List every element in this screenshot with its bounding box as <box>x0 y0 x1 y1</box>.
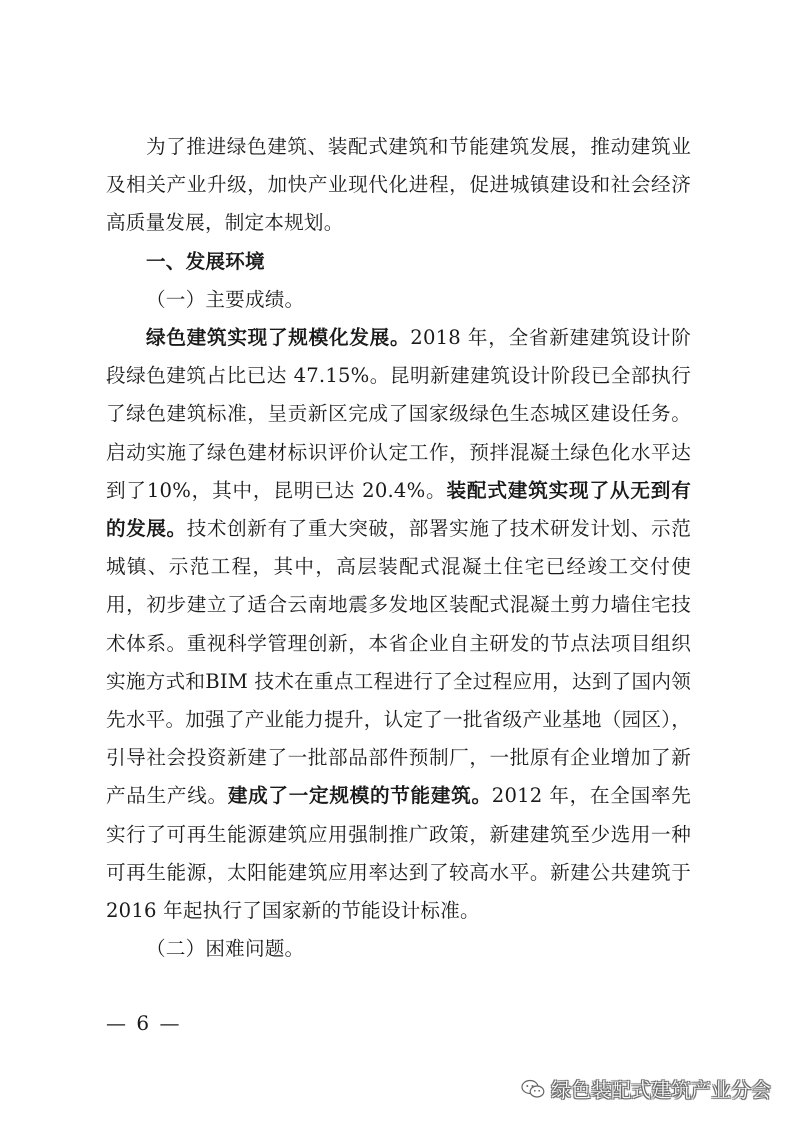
wechat-icon <box>521 1079 545 1099</box>
watermark-text: 绿色装配式建筑产业分会 <box>551 1078 771 1102</box>
watermark <box>521 1074 771 1103</box>
page-number: — 6 — <box>106 1011 182 1035</box>
energy-building-text: 2012 年，在全国率先实行了可再生能源建筑应用强制推广政策，新建建筑至少选用一种可再生能源，太阳能建筑应用率达到了较高水平。新建公共建筑于 2016 年起执行了国家新的节能设计标准。 <box>106 784 691 923</box>
green-building-lead: 绿色建筑实现了规模化发展。 <box>146 326 411 350</box>
achievements-paragraph <box>106 319 691 930</box>
green-building-text: 2018 年，全省新建建筑设计阶段绿色建筑占比已达 47.15%。昆明新建建筑设计阶段已全部执行了绿色建筑标准，呈贡新区完成了国家级绿色生态城区建设任务。启动实施了绿色建材标识评价认定工作，预拌混凝土绿色化水平达到了10%，其中，昆明已达 20.4%。 <box>106 326 691 502</box>
subsection-heading-2: （二）困难问题。 <box>146 937 305 961</box>
prefab-building-lead: 装配式建筑实现了从无到有的发展。 <box>106 478 691 541</box>
prefab-building-text: 技术创新有了重大突破，部署实施了技术研发计划、示范城镇、示范工程，其中，高层装配式混凝土住宅已经竣工交付使用，初步建立了适合云南地震多发地区装配式混凝土剪力墙住宅技术体系。重视科学管理创新，本省企业自主研发的节点法项目组织实施方式和BIM 技术在重点工程进行了全过程应用，达到了国内领先水平。加强了产业能力提升，认定了一批省级产业基地（园区），引导社会投资新建了一批部品部件预制厂，一批原有企业增加了新产品生产线。 <box>106 517 691 808</box>
document-body <box>106 128 691 968</box>
energy-building-lead: 建成了一定规模的节能建筑。 <box>227 784 492 808</box>
section-heading: 一、发展环境 <box>146 249 265 273</box>
subsection-heading: （一）主要成绩。 <box>146 287 305 311</box>
intro-paragraph: 为了推进绿色建筑、装配式建筑和节能建筑发展，推动建筑业及相关产业升级，加快产业现代化进程，促进城镇建设和社会经济高质量发展，制定本规划。 <box>106 135 691 235</box>
